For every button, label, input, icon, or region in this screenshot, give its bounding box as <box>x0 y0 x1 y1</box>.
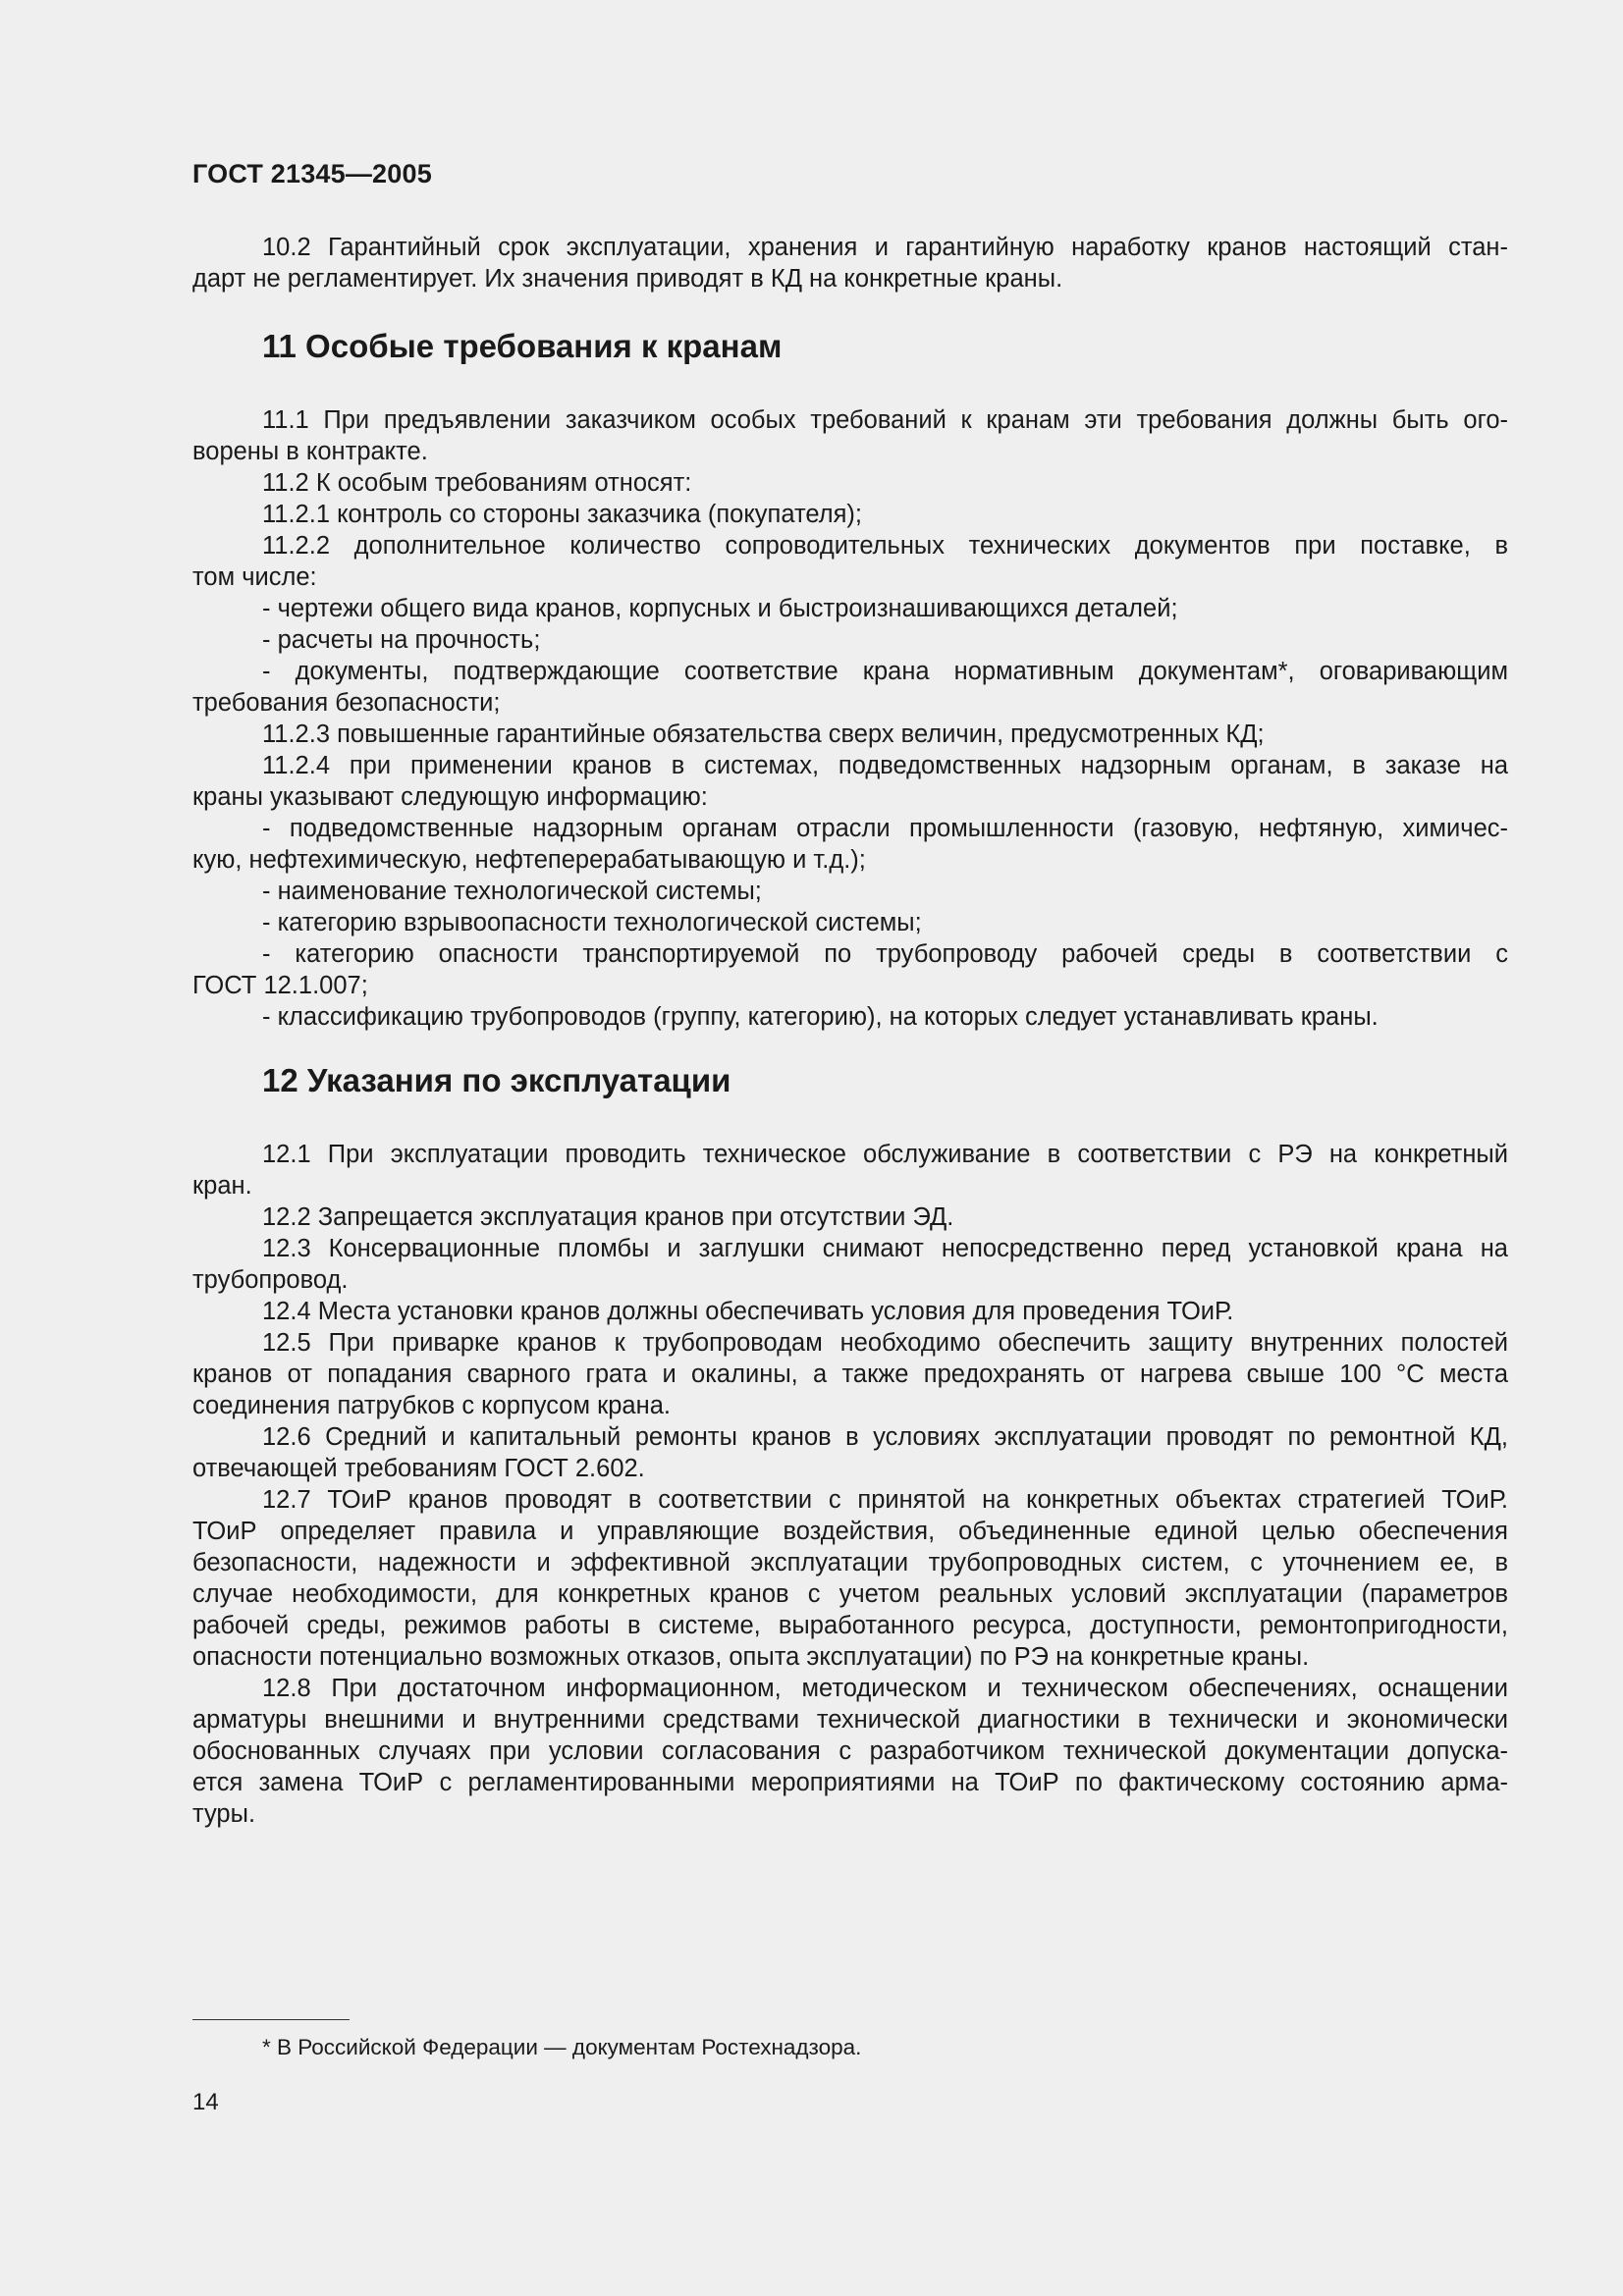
paragraph-line: ГОСТ 12.1.007; <box>192 972 368 999</box>
list-item: - чертежи общего вида кранов, корпусных и быстроизнашивающихся деталей; <box>262 595 1178 622</box>
paragraph-line: краны указывают следующую информацию: <box>192 783 708 811</box>
paragraph-line: опасности потенциально возможных отказов, опыта эксплуатации) по РЭ на конкретные краны. <box>192 1643 1310 1671</box>
paragraph-line: случае необходимости, для конкретных кранов с учетом реальных условий эксплуатации (параметров <box>192 1580 1508 1608</box>
paragraph-line: 11.2.2 дополнительное количество сопроводительных технических документов при поставке, в <box>262 532 1508 560</box>
section-heading: 11 Особые требования к кранам <box>262 328 783 364</box>
paragraph-line: 12.8 При достаточном информационном, методическом и техническом обеспечениях, оснащении <box>262 1675 1508 1702</box>
paragraph-line: 11.2 К особым требованиям относят: <box>262 469 692 497</box>
paragraph-line: 11.2.4 при применении кранов в системах, подведомственных надзорным органам, в заказе на <box>262 752 1508 779</box>
paragraph-line: кран. <box>192 1172 252 1200</box>
list-item: - наименование технологической системы; <box>262 878 762 905</box>
paragraph-line: кую, нефтехимическую, нефтеперерабатывающую и т.д.); <box>192 846 866 874</box>
paragraph-line: 12.1 При эксплуатации проводить техническое обслуживание в соответствии с РЭ на конкретный <box>262 1141 1508 1168</box>
list-item: - классификацию трубопроводов (группу, категорию), на которых следует устанавливать краны. <box>262 1003 1379 1031</box>
list-item: - категорию взрывоопасности технологической системы; <box>262 909 922 936</box>
paragraph-line: 12.7 ТОиР кранов проводят в соответствии с принятой на конкретных объектах стратегией ТОиР. <box>262 1486 1508 1514</box>
paragraph-line: обоснованных случаях при условии согласования с разработчиком технической документации допуска- <box>192 1737 1508 1765</box>
paragraph-line: 12.2 Запрещается эксплуатация кранов при отсутствии ЭД. <box>262 1203 954 1231</box>
list-item: - расчеты на прочность; <box>262 626 541 654</box>
paragraph-line: туры. <box>192 1800 256 1828</box>
section-heading: 12 Указания по эксплуатации <box>262 1062 731 1098</box>
footnote: * В Российской Федерации — документам Ростехнадзора. <box>262 2035 862 2059</box>
paragraph-line: ворены в контракте. <box>192 438 428 465</box>
paragraph-line: трубопровод. <box>192 1266 349 1294</box>
paragraph-line: 11.2.3 повышенные гарантийные обязательства сверх величин, предусмотренных КД; <box>262 721 1265 748</box>
paragraph-line: 11.2.1 контроль со стороны заказчика (покупателя); <box>262 501 862 528</box>
paragraph-line: 12.6 Средний и капитальный ремонты кранов в условиях эксплуатации проводят по ремонтной КД, <box>262 1423 1508 1451</box>
paragraph-line: отвечающей требованиям ГОСТ 2.602. <box>192 1455 645 1482</box>
paragraph-line: ется замена ТОиР с регламентированными мероприятиями на ТОиР по фактическому состоянию арма- <box>192 1769 1508 1796</box>
paragraph-line: арматуры внешними и внутренними средствами технической диагностики в технически и экономически <box>192 1706 1508 1734</box>
paragraph-line: безопасности, надежности и эффективной эксплуатации трубопроводных систем, с уточнением ее, в <box>192 1549 1508 1576</box>
list-item: - документы, подтверждающие соответствие крана нормативным документам*, оговаривающим <box>262 658 1508 685</box>
list-item: - категорию опасности транспортируемой по трубопроводу рабочей среды в соответствии с <box>262 940 1508 968</box>
paragraph-line: 10.2 Гарантийный срок эксплуатации, хранения и гарантийную наработку кранов настоящий стан- <box>262 234 1508 261</box>
paragraph-line: 12.4 Места установки кранов должны обеспечивать условия для проведения ТОиР. <box>262 1298 1234 1325</box>
paragraph-line: 12.5 При приварке кранов к трубопроводам необходимо обеспечить защиту внутренних полостей <box>262 1329 1508 1357</box>
page-number: 14 <box>192 2089 219 2115</box>
paragraph-line: требования безопасности; <box>192 689 501 717</box>
paragraph-line: 12.3 Консервационные пломбы и заглушки снимают непосредственно перед установкой крана на <box>262 1235 1508 1262</box>
paragraph-line: кранов от попадания сварного грата и окалины, а также предохранять от нагрева свыше 100 °С места <box>192 1361 1508 1388</box>
paragraph-line: ТОиР определяет правила и управляющие воздействия, объединенные единой целью обеспечения <box>192 1518 1508 1545</box>
paragraph-line: рабочей среды, режимов работы в системе, выработанного ресурса, доступности, ремонтопригодности, <box>192 1612 1508 1639</box>
document-header: ГОСТ 21345—2005 <box>192 159 432 188</box>
paragraph-line: 11.1 При предъявлении заказчиком особых требований к кранам эти требования должны быть ого- <box>262 406 1508 434</box>
paragraph-line: соединения патрубков с корпусом крана. <box>192 1392 671 1419</box>
paragraph-line: дарт не регламентирует. Их значения приводят в КД на конкретные краны. <box>192 265 1063 293</box>
list-item: - подведомственные надзорным органам отрасли промышленности (газовую, нефтяную, химичес- <box>262 815 1508 842</box>
paragraph-line: том числе: <box>192 563 317 591</box>
footnote-divider <box>192 2019 350 2020</box>
